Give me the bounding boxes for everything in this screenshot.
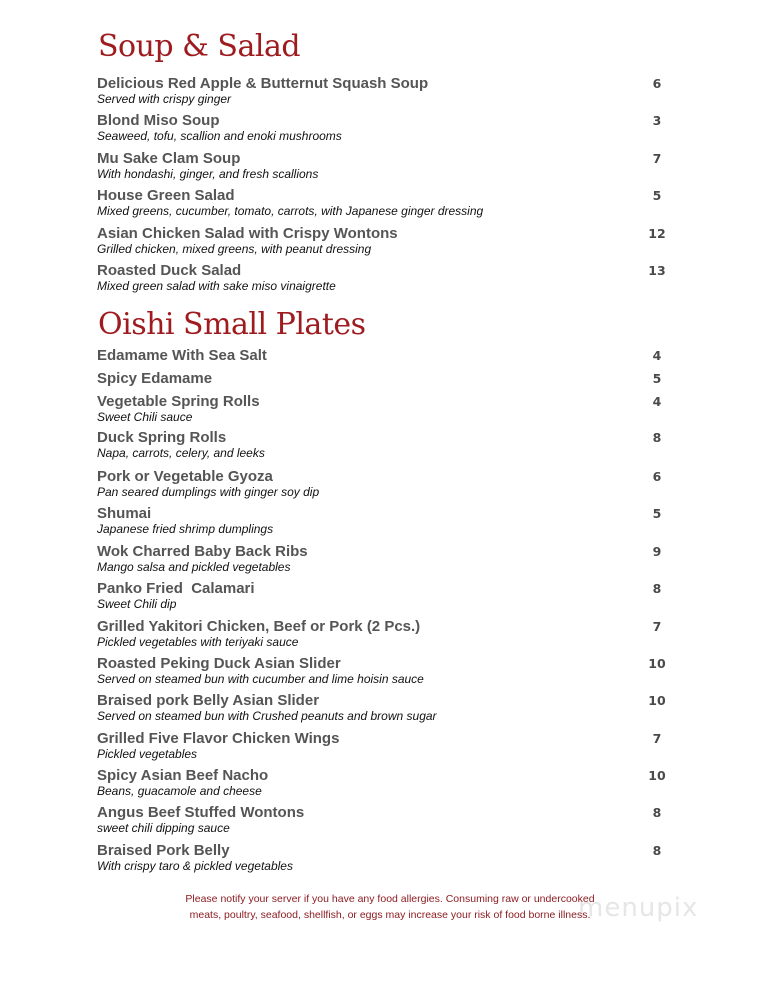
- item-description: sweet chili dipping sauce: [97, 821, 230, 835]
- item-name: Angus Beef Stuffed Wontons: [97, 804, 305, 821]
- item-description: With hondashi, ginger, and fresh scallions: [97, 167, 319, 181]
- item-price: 7: [652, 151, 662, 166]
- menu-item: [97, 370, 677, 387]
- menu-item: [97, 543, 677, 575]
- item-description: Japanese fried shrimp dumplings: [97, 522, 274, 536]
- item-price: 7: [652, 619, 662, 634]
- menu-item: [97, 150, 677, 182]
- item-description: Sweet Chili dip: [97, 597, 177, 611]
- item-price: 5: [652, 371, 662, 386]
- item-price: 10: [648, 693, 666, 708]
- item-name: Delicious Red Apple & Butternut Squash Soup: [97, 75, 429, 92]
- item-name: House Green Salad: [97, 187, 235, 204]
- menu-item: [97, 112, 677, 144]
- item-price: 6: [652, 469, 662, 484]
- item-description: Pickled vegetables: [97, 747, 198, 761]
- item-price: 8: [652, 581, 662, 596]
- disclaimer-line-1: Please notify your server if you have any food allergies. Consuming raw or undercooked: [185, 893, 595, 905]
- menu-item: [97, 842, 677, 874]
- item-name: Edamame With Sea Salt: [97, 347, 267, 364]
- item-description: Pickled vegetables with teriyaki sauce: [97, 635, 299, 649]
- item-price: 10: [648, 656, 666, 671]
- menu-item: [97, 262, 677, 294]
- item-name: Vegetable Spring Rolls: [97, 393, 260, 410]
- item-name: Grilled Yakitori Chicken, Beef or Pork (2 Pcs.): [97, 618, 421, 635]
- menu-item: [97, 225, 677, 257]
- item-name: Panko Fried Calamari: [97, 580, 255, 597]
- item-description: Served on steamed bun with cucumber and lime hoisin sauce: [97, 672, 424, 686]
- item-name: Shumai: [97, 505, 152, 522]
- item-price: 13: [648, 263, 666, 278]
- item-description: Beans, guacamole and cheese: [97, 784, 262, 798]
- section-title-small-plates: Oishi Small Plates: [98, 307, 366, 342]
- item-name: Wok Charred Baby Back Ribs: [97, 543, 308, 560]
- item-name: Asian Chicken Salad with Crispy Wontons: [97, 225, 398, 242]
- item-description: Mixed green salad with sake miso vinaigrette: [97, 279, 336, 293]
- item-price: 8: [652, 843, 662, 858]
- item-price: 8: [652, 805, 662, 820]
- item-price: 8: [652, 430, 662, 445]
- menu-item: [97, 804, 677, 836]
- item-price: 5: [652, 188, 662, 203]
- menu-item: [97, 580, 677, 612]
- item-description: Served with crispy ginger: [97, 92, 232, 106]
- item-price: 3: [652, 113, 662, 128]
- item-name: Braised pork Belly Asian Slider: [97, 692, 320, 709]
- item-description: Mixed greens, cucumber, tomato, carrots, with Japanese ginger dressing: [97, 204, 484, 218]
- item-price: 6: [652, 76, 662, 91]
- menu-item: [97, 75, 677, 107]
- menu-item: [97, 767, 677, 799]
- section-title-soup-salad: Soup & Salad: [98, 29, 301, 64]
- menu-item: [97, 347, 677, 364]
- menu-item: [97, 187, 677, 219]
- item-description: With crispy taro & pickled vegetables: [97, 859, 293, 873]
- menu-item: [97, 393, 677, 425]
- item-price: 5: [652, 506, 662, 521]
- item-price: 7: [652, 731, 662, 746]
- item-name: Spicy Edamame: [97, 370, 213, 387]
- disclaimer-line-2: meats, poultry, seafood, shellfish, or eggs may increase your risk of food borne illness.: [189, 909, 591, 921]
- item-description: Pan seared dumplings with ginger soy dip: [97, 485, 320, 499]
- allergy-disclaimer: [170, 891, 610, 923]
- item-name: Braised Pork Belly: [97, 842, 230, 859]
- item-name: Roasted Peking Duck Asian Slider: [97, 655, 341, 672]
- menu-item: [97, 655, 677, 687]
- menu-item: [97, 429, 677, 461]
- item-name: Roasted Duck Salad: [97, 262, 242, 279]
- item-description: Napa, carrots, celery, and leeks: [97, 446, 265, 460]
- item-price: 4: [652, 348, 662, 363]
- item-name: Blond Miso Soup: [97, 112, 220, 129]
- menu-item: [97, 468, 677, 500]
- watermark-logo: menupix: [578, 893, 699, 923]
- menu-item: [97, 692, 677, 724]
- item-description: Grilled chicken, mixed greens, with peanut dressing: [97, 242, 372, 256]
- item-price: 10: [648, 768, 666, 783]
- item-description: Sweet Chili sauce: [97, 410, 193, 424]
- menu-item: [97, 505, 677, 537]
- menu-item: [97, 618, 677, 650]
- item-price: 12: [648, 226, 666, 241]
- menu-item: [97, 730, 677, 762]
- item-name: Pork or Vegetable Gyoza: [97, 468, 273, 485]
- item-name: Duck Spring Rolls: [97, 429, 227, 446]
- item-description: Served on steamed bun with Crushed peanuts and brown sugar: [97, 709, 437, 723]
- item-description: Seaweed, tofu, scallion and enoki mushrooms: [97, 129, 342, 143]
- item-name: Spicy Asian Beef Nacho: [97, 767, 269, 784]
- item-price: 9: [652, 544, 662, 559]
- item-name: Mu Sake Clam Soup: [97, 150, 241, 167]
- item-description: Mango salsa and pickled vegetables: [97, 560, 291, 574]
- item-name: Grilled Five Flavor Chicken Wings: [97, 730, 340, 747]
- item-price: 4: [652, 394, 662, 409]
